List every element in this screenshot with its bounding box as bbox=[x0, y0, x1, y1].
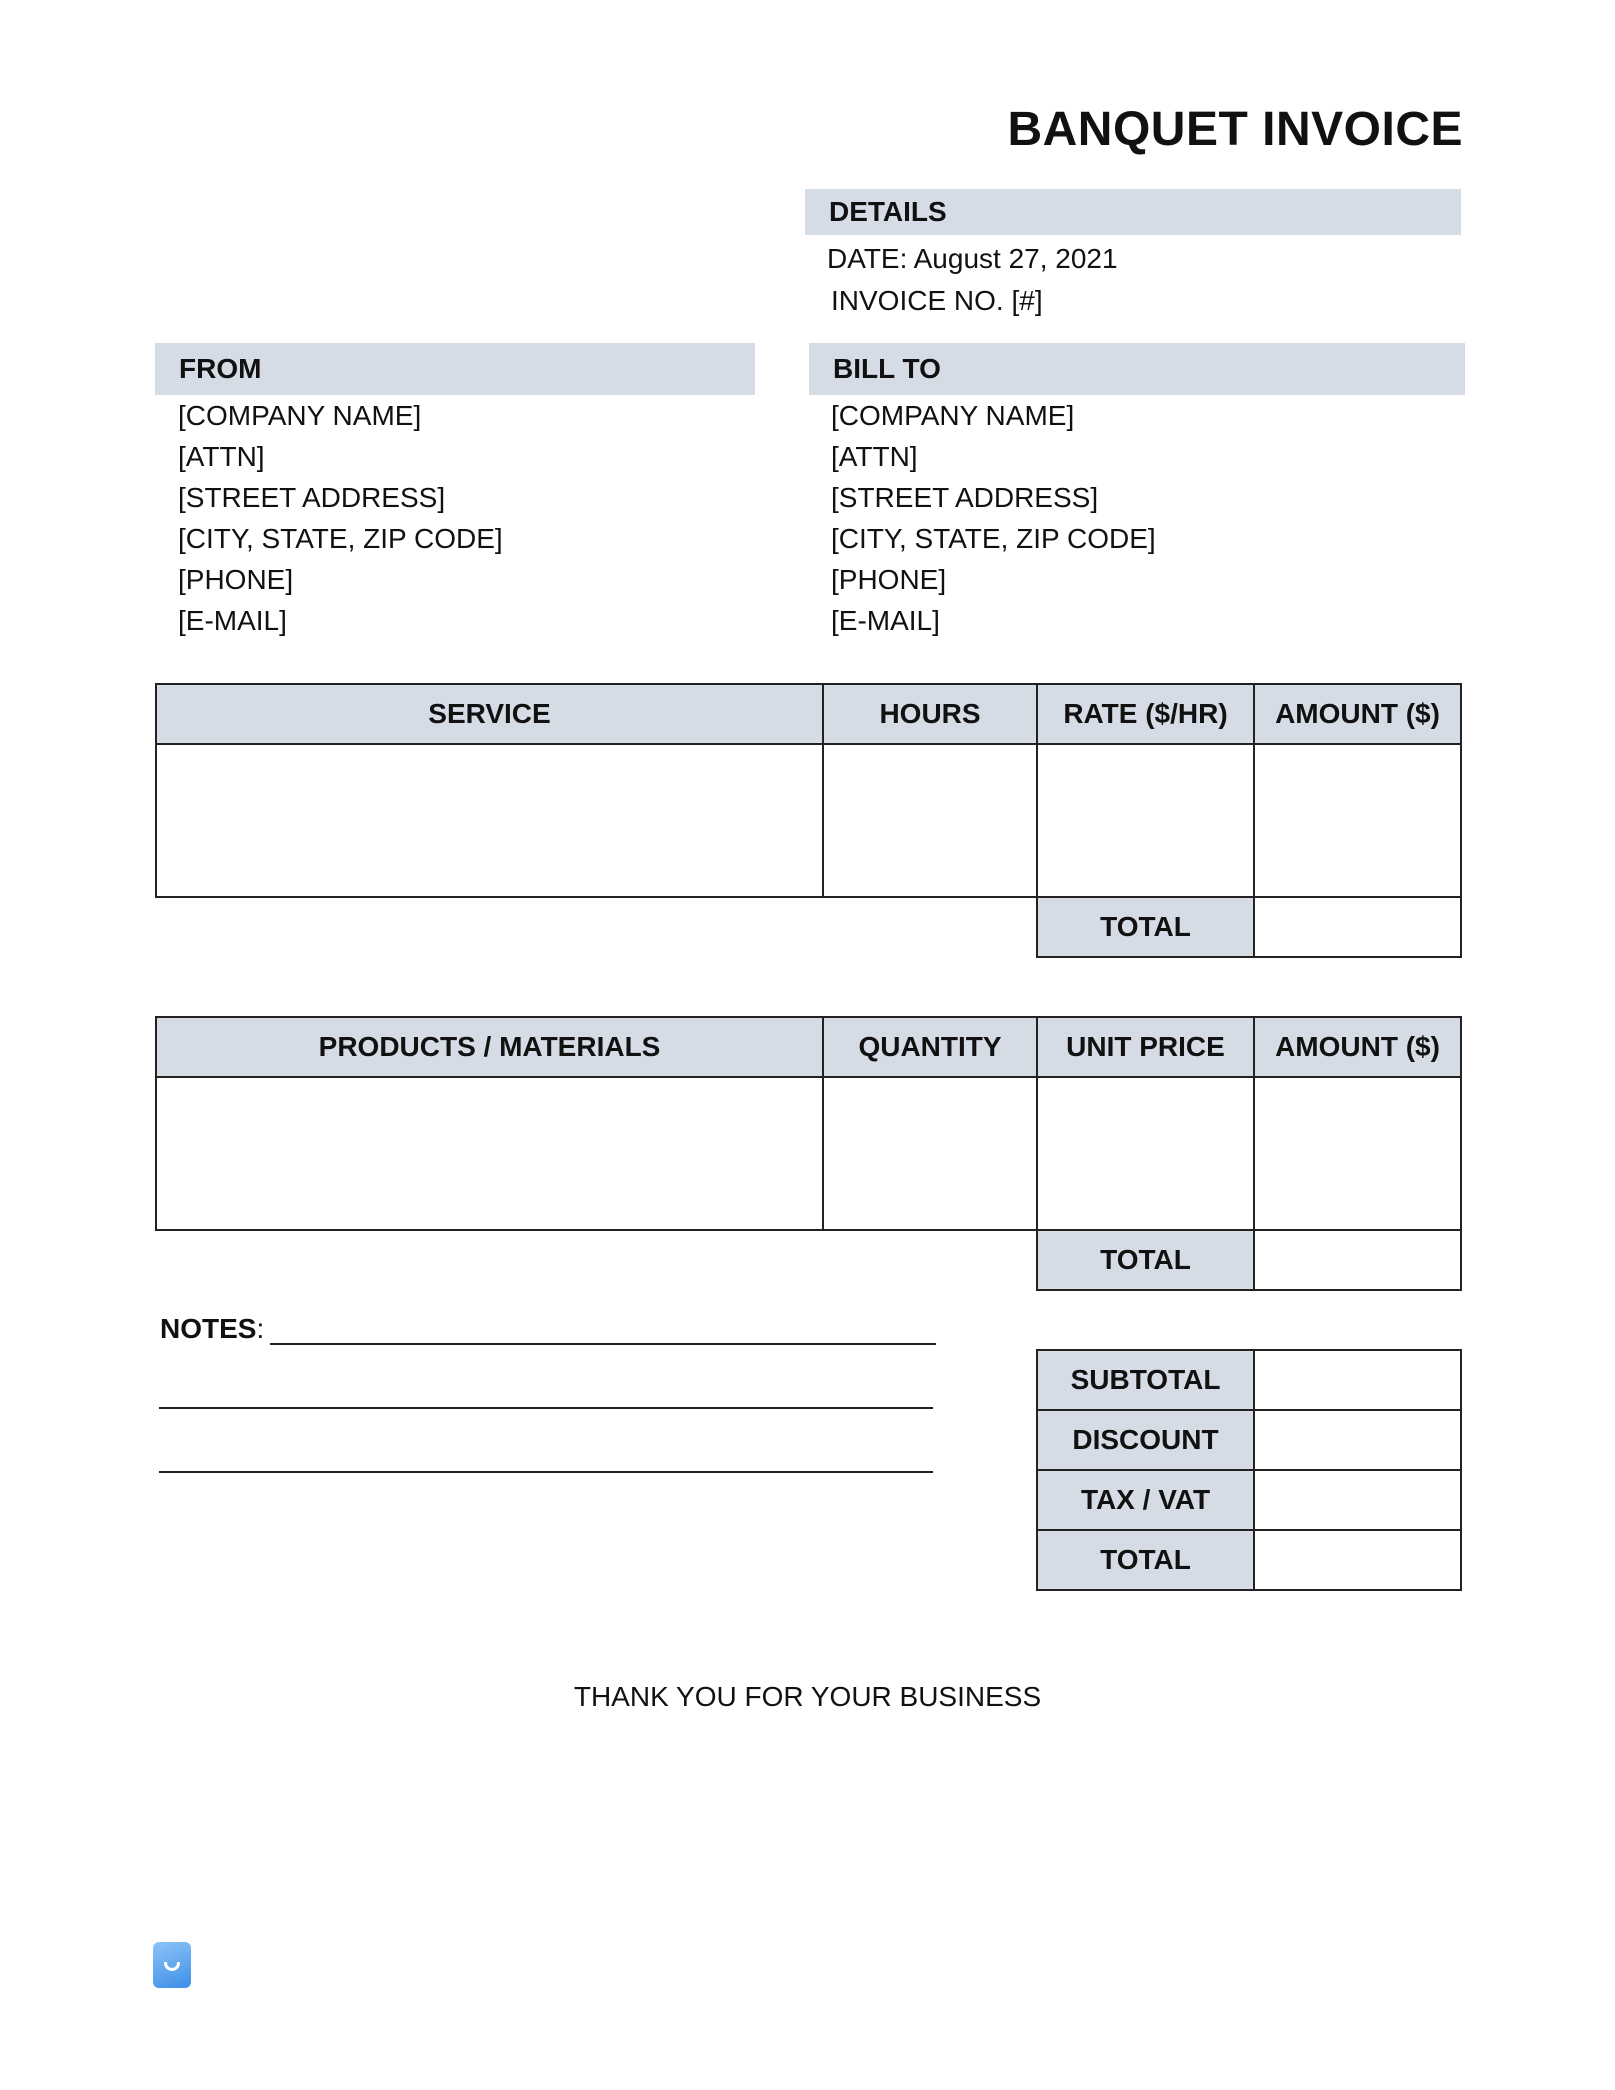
invoice-title: BANQUET INVOICE bbox=[1007, 103, 1463, 156]
hours-column-header: HOURS bbox=[823, 684, 1037, 744]
invoice-number-value[interactable]: [#] bbox=[1011, 285, 1043, 316]
from-header bbox=[155, 343, 755, 395]
services-total-value[interactable] bbox=[1254, 897, 1461, 957]
date-value[interactable]: August 27, 2021 bbox=[913, 243, 1118, 274]
from-phone[interactable]: [PHONE] bbox=[178, 564, 294, 595]
products-amount-column-header: AMOUNT ($) bbox=[1254, 1017, 1461, 1077]
services-table bbox=[155, 683, 1462, 958]
services-total-spacer bbox=[156, 897, 1037, 957]
notes-colon: : bbox=[256, 1313, 265, 1344]
product-amount-cell[interactable] bbox=[1254, 1077, 1461, 1230]
grand-total-row bbox=[1037, 1530, 1461, 1590]
notes-line-3[interactable] bbox=[159, 1471, 933, 1473]
from-company-name[interactable]: [COMPANY NAME] bbox=[178, 400, 422, 431]
logo-smile bbox=[164, 1962, 180, 1971]
services-total-row bbox=[156, 897, 1461, 957]
date-label: DATE: bbox=[827, 243, 908, 274]
bill-to-phone[interactable]: [PHONE] bbox=[831, 564, 947, 595]
services-header-row bbox=[156, 684, 1461, 744]
invoice-number-line bbox=[831, 280, 1043, 321]
from-city-state-zip[interactable]: [CITY, STATE, ZIP CODE] bbox=[178, 523, 503, 554]
from-block bbox=[178, 395, 503, 641]
hours-cell[interactable] bbox=[823, 744, 1037, 897]
from-header-label: FROM bbox=[179, 353, 262, 384]
table-row bbox=[156, 1077, 1461, 1230]
products-total-value[interactable] bbox=[1254, 1230, 1461, 1290]
quantity-column-header: QUANTITY bbox=[823, 1017, 1037, 1077]
bill-to-city-state-zip[interactable]: [CITY, STATE, ZIP CODE] bbox=[831, 523, 1156, 554]
document-smile-icon bbox=[153, 1942, 191, 1988]
notes-label-text: NOTES bbox=[160, 1313, 257, 1344]
discount-row bbox=[1037, 1410, 1461, 1470]
service-column-header: SERVICE bbox=[156, 684, 823, 744]
amount-cell[interactable] bbox=[1254, 744, 1461, 897]
date-line bbox=[827, 238, 1118, 279]
bill-to-street-address[interactable]: [STREET ADDRESS] bbox=[831, 482, 1099, 513]
rate-column-header: RATE ($/HR) bbox=[1037, 684, 1254, 744]
subtotal-label: SUBTOTAL bbox=[1037, 1350, 1254, 1410]
summary-table bbox=[1036, 1349, 1462, 1591]
subtotal-value[interactable] bbox=[1254, 1350, 1461, 1410]
notes-label bbox=[160, 1313, 264, 1345]
details-header bbox=[805, 189, 1461, 235]
unit-price-column-header: UNIT PRICE bbox=[1037, 1017, 1254, 1077]
from-attn[interactable]: [ATTN] bbox=[178, 441, 265, 472]
services-total-label: TOTAL bbox=[1037, 897, 1254, 957]
tax-vat-value[interactable] bbox=[1254, 1470, 1461, 1530]
amount-column-header: AMOUNT ($) bbox=[1254, 684, 1461, 744]
quantity-cell[interactable] bbox=[823, 1077, 1037, 1230]
grand-total-label: TOTAL bbox=[1037, 1530, 1254, 1590]
bill-to-attn[interactable]: [ATTN] bbox=[831, 441, 918, 472]
products-total-row bbox=[156, 1230, 1461, 1290]
bill-to-company-name[interactable]: [COMPANY NAME] bbox=[831, 400, 1075, 431]
bill-to-header-label: BILL TO bbox=[833, 353, 941, 384]
grand-total-value[interactable] bbox=[1254, 1530, 1461, 1590]
from-email[interactable]: [E-MAIL] bbox=[178, 605, 287, 636]
details-header-label: DETAILS bbox=[829, 196, 947, 227]
table-row bbox=[156, 744, 1461, 897]
tax-vat-row bbox=[1037, 1470, 1461, 1530]
rate-cell[interactable] bbox=[1037, 744, 1254, 897]
invoice-number-label: INVOICE NO. bbox=[831, 285, 1004, 316]
product-cell[interactable] bbox=[156, 1077, 823, 1230]
bill-to-email[interactable]: [E-MAIL] bbox=[831, 605, 940, 636]
bill-to-block bbox=[831, 395, 1156, 641]
products-table bbox=[155, 1016, 1462, 1291]
service-cell[interactable] bbox=[156, 744, 823, 897]
tax-vat-label: TAX / VAT bbox=[1037, 1470, 1254, 1530]
products-column-header: PRODUCTS / MATERIALS bbox=[156, 1017, 823, 1077]
discount-value[interactable] bbox=[1254, 1410, 1461, 1470]
unit-price-cell[interactable] bbox=[1037, 1077, 1254, 1230]
discount-label: DISCOUNT bbox=[1037, 1410, 1254, 1470]
products-total-spacer bbox=[156, 1230, 1037, 1290]
bill-to-header bbox=[809, 343, 1465, 395]
products-header-row bbox=[156, 1017, 1461, 1077]
thank-you-message: THANK YOU FOR YOUR BUSINESS bbox=[573, 1681, 1042, 1712]
subtotal-row bbox=[1037, 1350, 1461, 1410]
from-street-address[interactable]: [STREET ADDRESS] bbox=[178, 482, 446, 513]
products-total-label: TOTAL bbox=[1037, 1230, 1254, 1290]
notes-line-1[interactable] bbox=[270, 1343, 936, 1345]
notes-line-2[interactable] bbox=[159, 1407, 933, 1409]
